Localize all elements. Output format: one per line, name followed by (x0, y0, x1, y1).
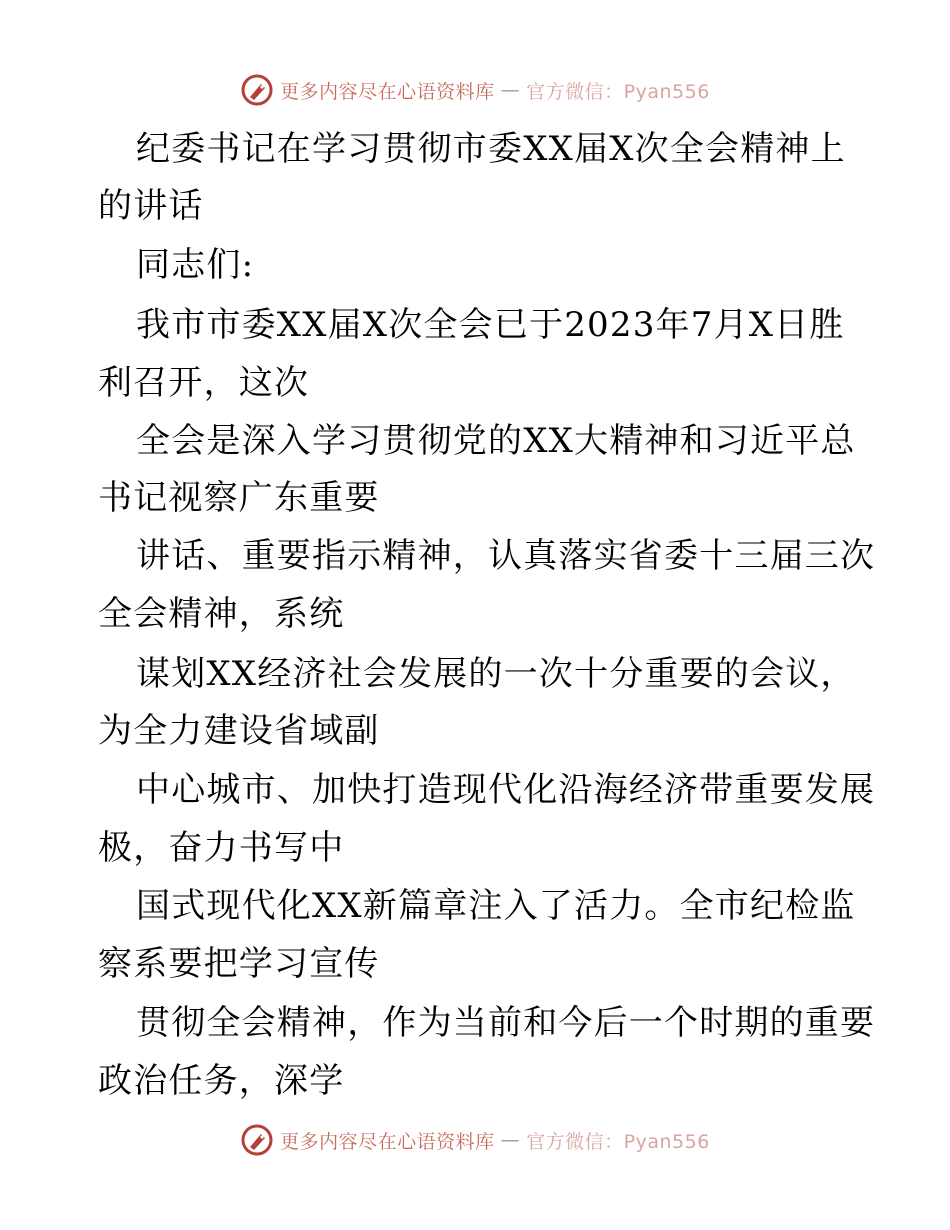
pen-nib-logo-icon (240, 1123, 274, 1157)
watermark-wechat-text: 官方微信：Pyan556 (526, 1130, 710, 1153)
title-line-1: 纪委书记在学习贯彻市委XX届X次全会精神上 (136, 129, 846, 169)
watermark-dash: — (500, 79, 521, 101)
header-watermark (0, 70, 950, 110)
paragraph-line: 贯彻全会精神，作为当前和今后一个时期的重要 (136, 1003, 876, 1043)
paragraph-line: 政治任务，深学 (98, 1061, 345, 1101)
paragraph-line: 利召开，这次 (98, 363, 310, 403)
paragraph-line: 为全力建设省域副 (98, 711, 380, 751)
paragraph-line: 国式现代化XX新篇章注入了活力。全市纪检监 (136, 886, 856, 926)
salutation: 同志们: (136, 245, 255, 285)
paragraph-line: 谋划XX经济社会发展的一次十分重要的会议， (136, 654, 856, 694)
footer-watermark (0, 1120, 950, 1160)
paragraph-line: 中心城市、加快打造现代化沿海经济带重要发展 (136, 770, 876, 810)
watermark-main-text: 更多内容尽在心语资料库 (280, 1130, 495, 1153)
watermark-dash: — (500, 1129, 521, 1151)
watermark-main-text: 更多内容尽在心语资料库 (280, 80, 495, 103)
paragraph-line: 全会是深入学习贯彻党的XX大精神和习近平总 (136, 421, 856, 461)
paragraph-line: 全会精神，系统 (98, 594, 345, 634)
title-line-2: 的讲话 (98, 186, 204, 226)
paragraph-line: 书记视察广东重要 (98, 478, 380, 518)
paragraph-line: 极，奋力书写中 (98, 828, 345, 868)
paragraph-line: 察系要把学习宣传 (98, 944, 380, 984)
watermark-wechat-text: 官方微信：Pyan556 (526, 80, 710, 103)
paragraph-line: 我市市委XX届X次全会已于2023年7月X日胜 (136, 305, 845, 345)
paragraph-line: 讲话、重要指示精神，认真落实省委十三届三次 (136, 536, 876, 576)
pen-nib-logo-icon (240, 73, 274, 107)
